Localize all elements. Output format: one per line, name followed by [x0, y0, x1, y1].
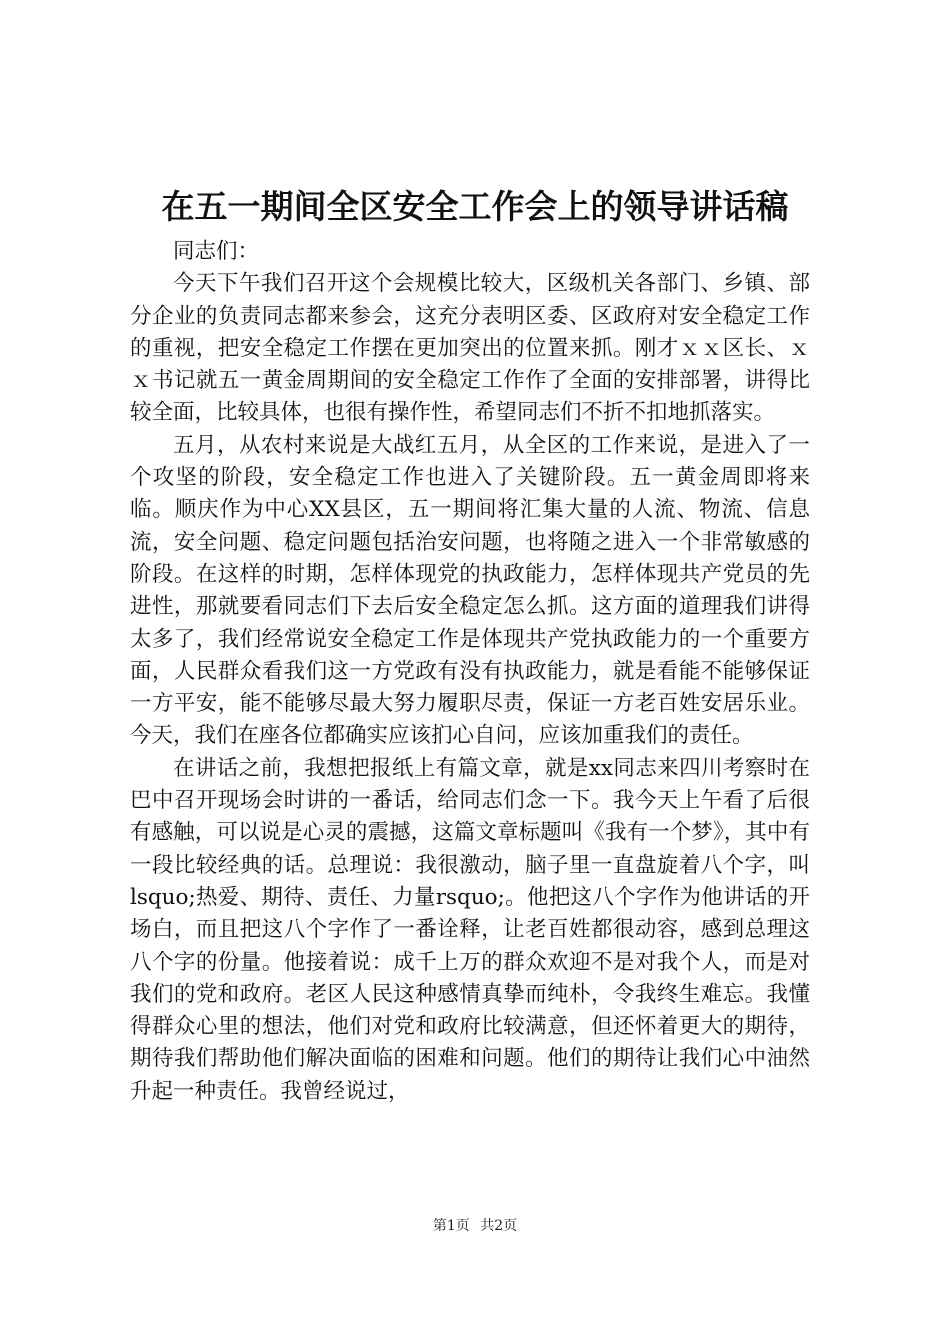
page-footer — [0, 1216, 950, 1236]
salutation: 同志们： — [173, 239, 260, 264]
paragraph-3: 在讲话之前，我想把报纸上有篇文章，就是xx同志来四川考察时在巴中召开现场会时讲的一番话，给同志们念一下。我今天上午看了后很有感触，可以说是心灵的震撼，这篇文章标题叫《我有一个梦》，其中有一段比较经典的话。总理说：我很激动，脑子里一直盘旋着八个字，叫lsquo;热爱、期待、责任、力量rsquo;。他把这八个字作为他讲话的开场白，而且把这八个字作了一番诠释，让老百姓都很动容，感到总理这八个字的份量。他接着说：成千上万的群众欢迎不是对我个人，而是对我们的党和政府。老区人民这种感情真挚而纯朴，令我终生难忘。我懂得群众心里的想法，他们对党和政府比较满意，但还怀着更大的期待，期待我们帮助他们解决面临的困难和问题。他们的期待让我们心中油然升起一种责任。我曾经说过， — [130, 755, 810, 1104]
document-title: 在五一期间全区安全工作会上的领导讲话稿 — [161, 187, 789, 226]
page-total: 共2页 — [480, 1218, 518, 1234]
page-number: 第1页 — [432, 1218, 470, 1234]
paragraph-1: 今天下午我们召开这个会规模比较大，区级机关各部门、乡镇、部分企业的负责同志都来参会，这充分表明区委、区政府对安全稳定工作的重视，把安全稳定工作摆在更加突出的位置来抓。刚才ｘｘ区长、ｘｘ书记就五一黄金周期间的安全稳定工作作了全面的安排部署，讲得比较全面，比较具体，也很有操作性，希望同志们不折不扣地抓落实。 — [130, 271, 810, 426]
document-body — [130, 236, 810, 1108]
paragraph-2: 五月，从农村来说是大战红五月，从全区的工作来说，是进入了一个攻坚的阶段，安全稳定工作也进入了关键阶段。五一黄金周即将来临。顺庆作为中心XX县区，五一期间将汇集大量的人流、物流、信息流，安全问题、稳定问题包括治安问题，也将随之进入一个非常敏感的阶段。在这样的时期，怎样体现党的执政能力，怎样体现共产党员的先进性，那就要看同志们下去后安全稳定怎么抓。这方面的道理我们讲得太多了，我们经常说安全稳定工作是体现共产党执政能力的一个重要方面，人民群众看我们这一方党政有没有执政能力，就是看能不能够保证一方平安，能不能够尽最大努力履职尽责，保证一方老百姓安居乐业。今天，我们在座各位都确实应该扪心自问，应该加重我们的责任。 — [130, 432, 810, 749]
